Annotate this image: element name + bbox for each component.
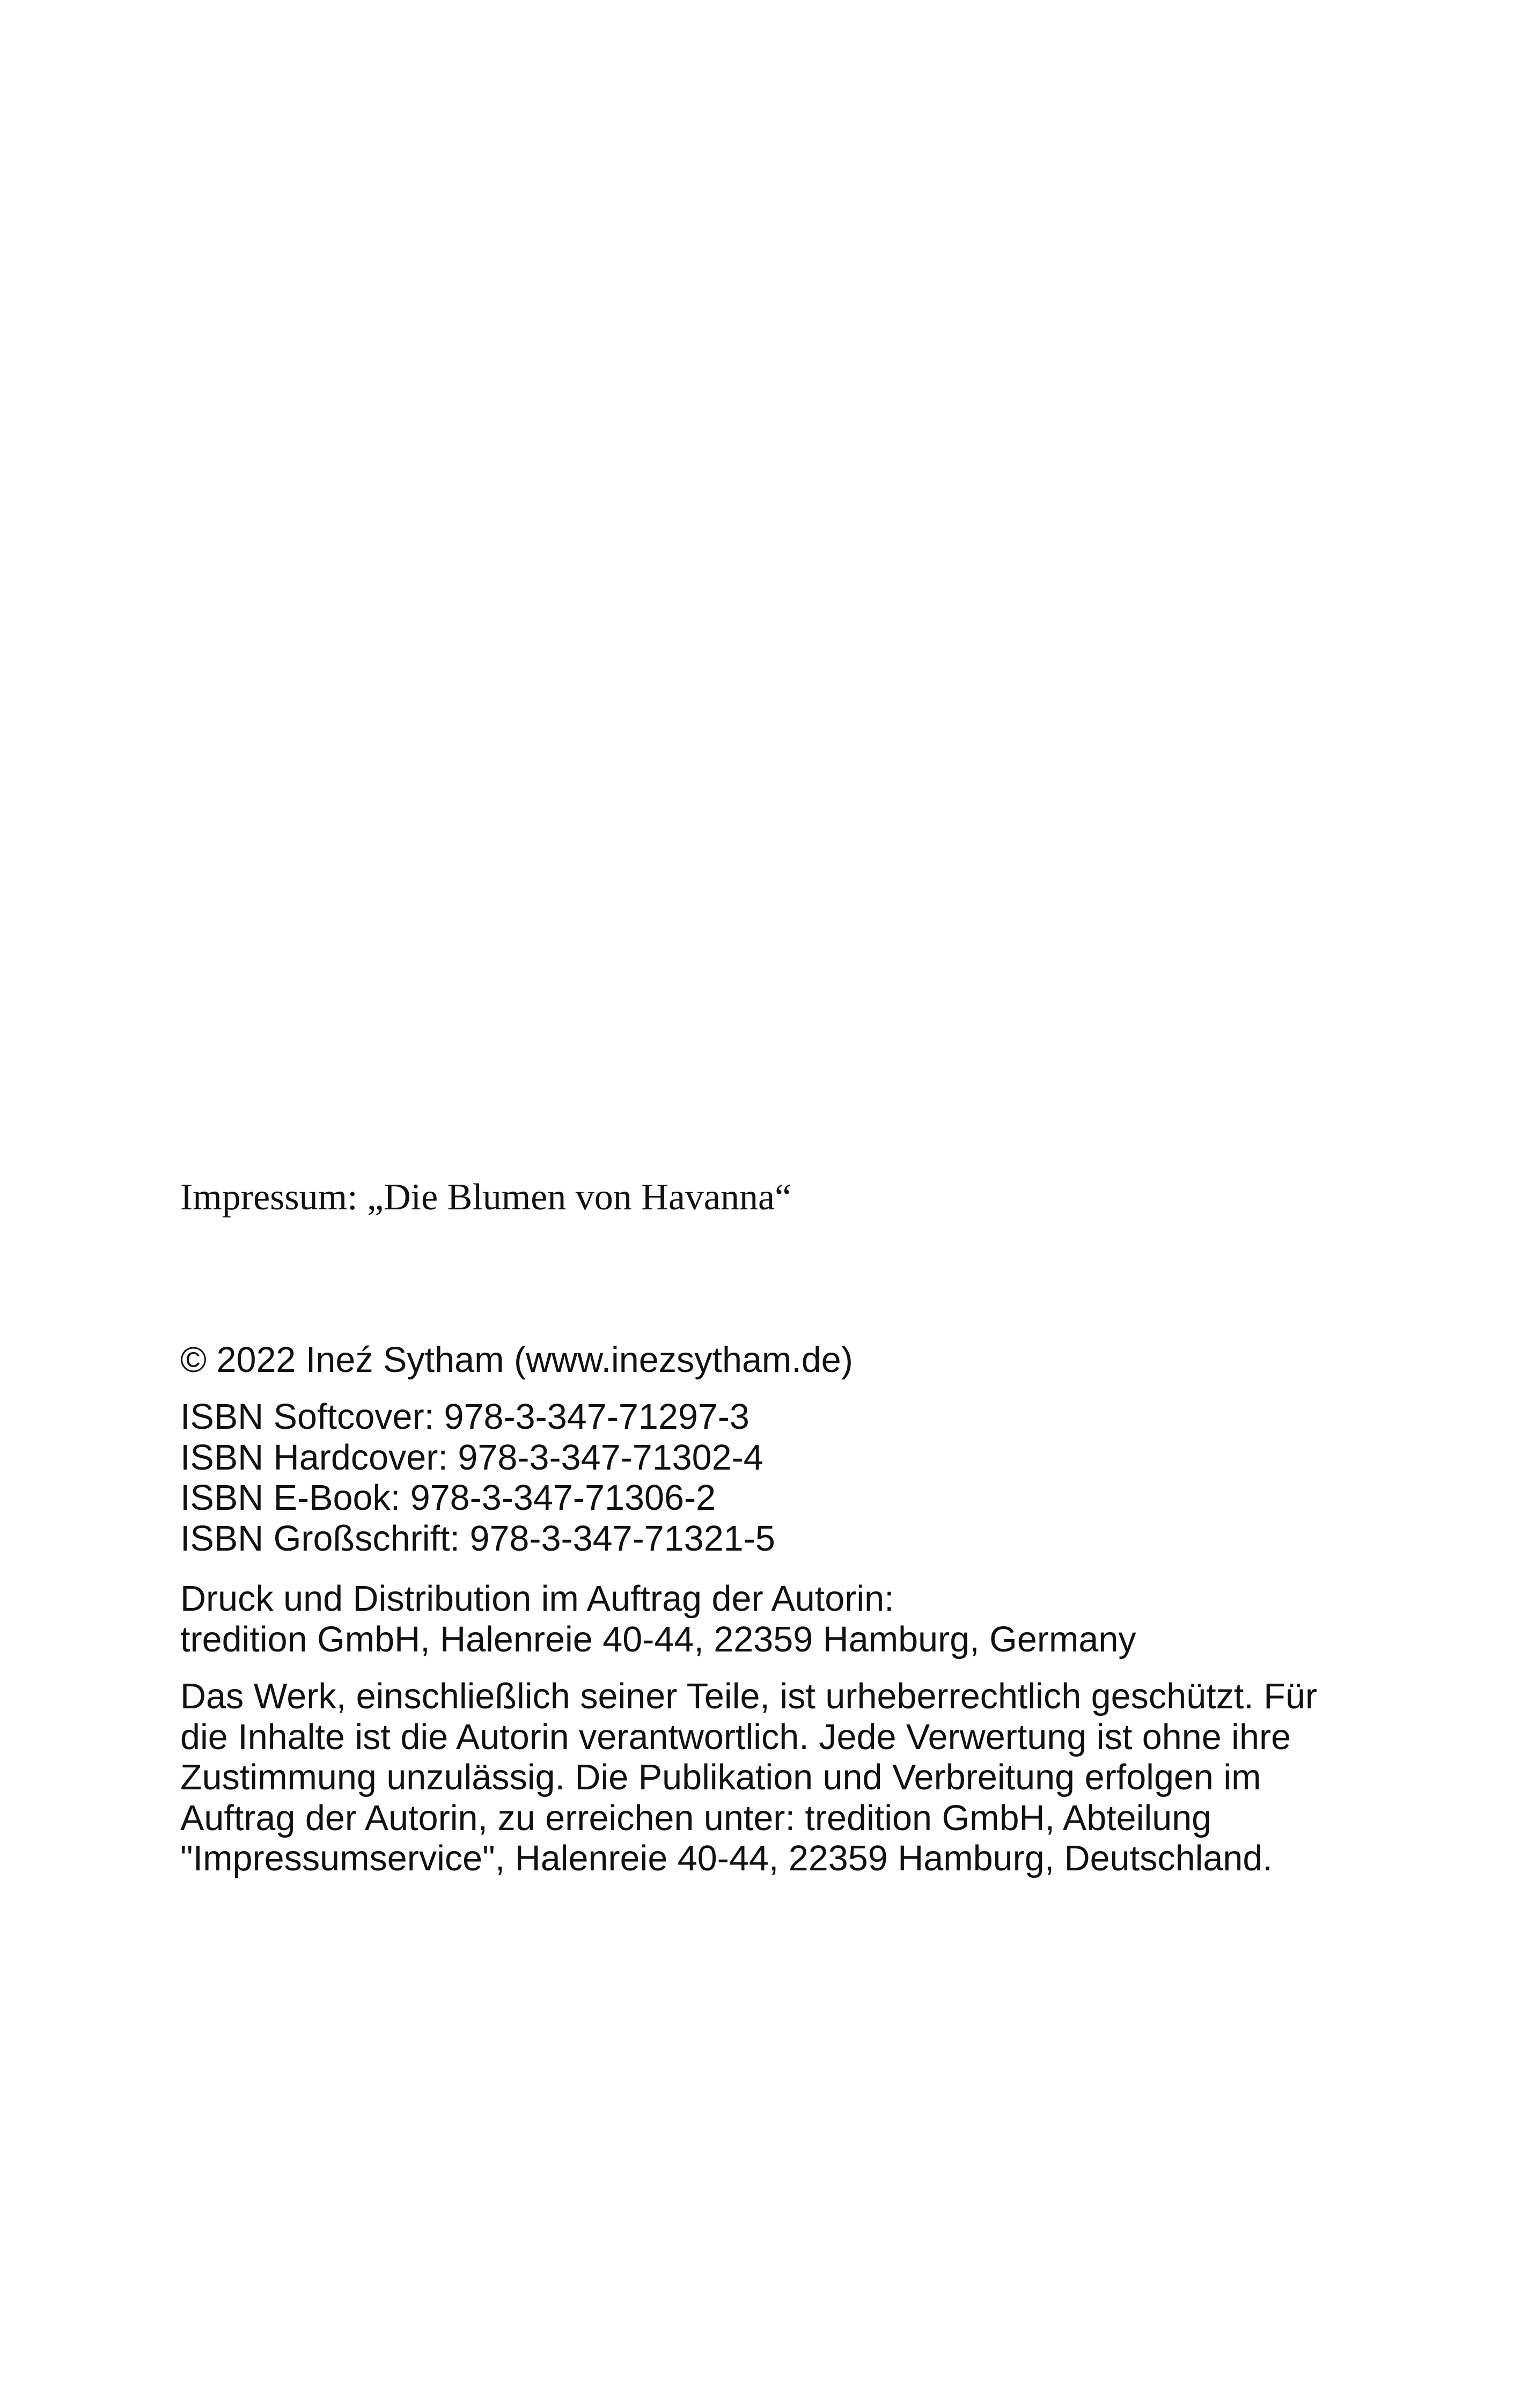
distribution-line: Druck und Distribution im Auftrag der Autorin:	[180, 1579, 894, 1619]
legal-line: die Inhalte ist die Autorin verantwortlich. Jede Verwertung ist ohne ihre	[180, 1717, 1291, 1757]
legal-line: Das Werk, einschließlich seiner Teile, ist urheberrechtlich geschützt. Für	[180, 1677, 1318, 1716]
isbn-softcover: ISBN Softcover: 978-3-347-71297-3	[180, 1397, 750, 1437]
legal-line: "Impressumservice", Halenreie 40-44, 22359 Hamburg, Deutschland.	[180, 1839, 1273, 1878]
isbn-hardcover: ISBN Hardcover: 978-3-347-71302-4	[180, 1437, 763, 1478]
isbn-large-print: ISBN Großschrift: 978-3-347-71321-5	[180, 1518, 775, 1559]
isbn-ebook: ISBN E-Book: 978-3-347-71306-2	[180, 1478, 716, 1518]
publisher-address: tredition GmbH, Halenreie 40-44, 22359 Hamburg, Germany	[180, 1619, 1136, 1660]
copyright-legal-notice	[180, 1677, 1317, 1880]
copyright-notice: © 2022 Ineź Sytham (www.inezsytham.de)	[180, 1340, 853, 1380]
legal-line: Auftrag der Autorin, zu erreichen unter: tredition GmbH, Abteilung	[180, 1798, 1212, 1838]
impressum-title: Impressum: „Die Blumen von Havanna“	[180, 1177, 792, 1218]
distribution-info	[180, 1579, 1136, 1660]
legal-line: Zustimmung unzulässig. Die Publikation und Verbreitung erfolgen im	[180, 1758, 1261, 1797]
isbn-list	[180, 1397, 775, 1559]
